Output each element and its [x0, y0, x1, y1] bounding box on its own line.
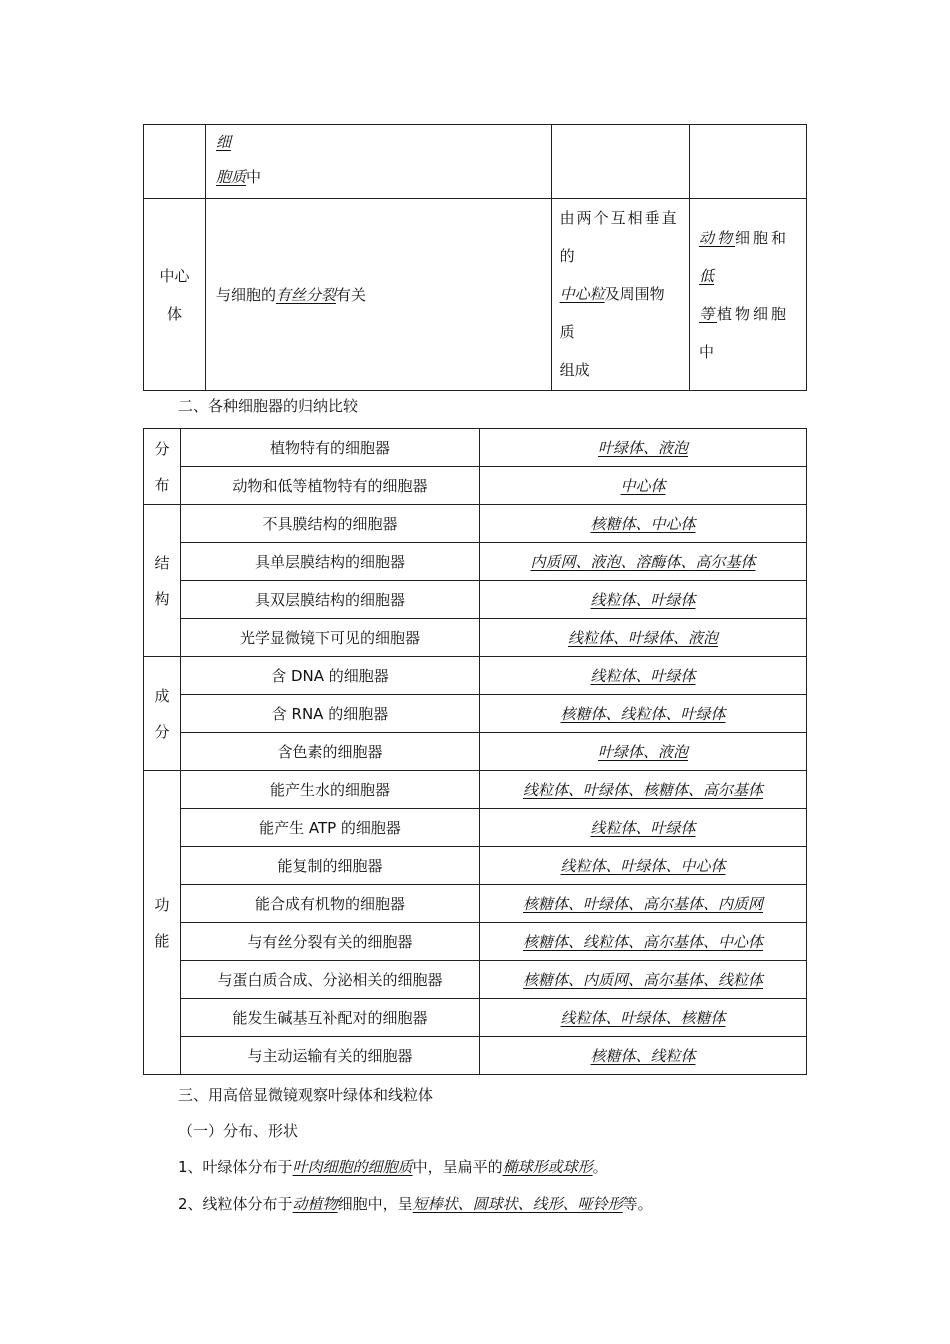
paragraph-text: 中，呈扁平的 [412, 1158, 503, 1176]
organelle-answer-cell [480, 999, 807, 1037]
organelle-answer: 核糖体、内质网、高尔基体、线粒体 [522, 971, 763, 989]
name-cell-empty [144, 125, 206, 199]
organelle-category-item: 具单层膜结构的细胞器 [181, 543, 480, 581]
category-cell [144, 657, 181, 771]
structure-cell [551, 199, 689, 391]
category-cell [144, 429, 181, 505]
organelle-answer-cell [480, 847, 807, 885]
category-char: 分 [154, 722, 170, 741]
paragraph-mitochondria [178, 1194, 653, 1214]
paragraph-text-underlined: 叶肉细胞的细胞质 [292, 1158, 413, 1176]
organelle-category-item: 动物和低等植物特有的细胞器 [181, 467, 480, 505]
distribution-text-underlined: 动物 [699, 228, 736, 247]
organelle-category-item: 与主动运输有关的细胞器 [181, 1037, 480, 1075]
function-text: 有关 [335, 286, 366, 304]
table-row [144, 961, 807, 999]
organelle-category-item: 与蛋白质合成、分泌相关的细胞器 [181, 961, 480, 999]
function-cell [205, 199, 551, 391]
organelle-answer: 线粒体、叶绿体、核糖体 [560, 1009, 726, 1027]
table-row [144, 581, 807, 619]
organelle-answer-cell [480, 733, 807, 771]
organelle-category-item: 具双层膜结构的细胞器 [181, 581, 480, 619]
organelle-table-continued [143, 124, 807, 391]
distribution-cell [690, 199, 807, 391]
paragraph-text: 2、线粒体分布于 [178, 1195, 293, 1213]
organelle-category-item: 能合成有机物的细胞器 [181, 885, 480, 923]
structure-line: 的 [559, 247, 575, 265]
table-row [144, 809, 807, 847]
organelle-answer-cell [480, 505, 807, 543]
organelle-category-item: 含 DNA 的细胞器 [181, 657, 480, 695]
organelle-answer: 线粒体、叶绿体 [590, 591, 696, 609]
table-row [144, 467, 807, 505]
organelle-answer-cell [480, 657, 807, 695]
organelle-answer: 线粒体、叶绿体 [590, 667, 696, 685]
organelle-answer: 核糖体、叶绿体、高尔基体、内质网 [522, 895, 763, 913]
function-text: 中 [245, 168, 261, 186]
organelle-category-item: 能复制的细胞器 [181, 847, 480, 885]
organelle-answer: 叶绿体、液泡 [597, 743, 688, 761]
paragraph-text: 细胞中，呈 [337, 1195, 413, 1213]
function-text: 与细胞的 [215, 286, 276, 304]
category-char: 分 [154, 439, 170, 458]
structure-text-underlined: 中心粒 [559, 285, 605, 303]
section-heading-3: 三、用高倍显微镜观察叶绿体和线粒体 [178, 1086, 434, 1104]
distribution-text-underlined: 低 [699, 266, 715, 285]
paragraph-chloroplast [178, 1157, 608, 1177]
structure-cell-empty [551, 125, 689, 199]
subheading-distribution-shape: （一）分布、形状 [178, 1122, 299, 1140]
organelle-answer: 核糖体、线粒体、高尔基体、中心体 [522, 933, 763, 951]
paragraph-text: 。 [592, 1158, 608, 1176]
organelle-category-item: 含色素的细胞器 [181, 733, 480, 771]
distribution-text: 植物细胞 [717, 304, 790, 323]
paragraph-text-underlined: 椭球形或球形 [502, 1158, 593, 1176]
function-text-underlined: 细 [215, 133, 231, 151]
table-row [144, 1037, 807, 1075]
organelle-answer: 叶绿体、液泡 [597, 439, 688, 457]
paragraph-text: 等。 [622, 1195, 653, 1213]
organelle-answer-cell [480, 429, 807, 467]
organelle-answer: 线粒体、叶绿体、中心体 [560, 857, 726, 875]
distribution-text: 细胞和 [735, 228, 790, 247]
organelle-answer-cell [480, 923, 807, 961]
organelle-category-item: 不具膜结构的细胞器 [181, 505, 480, 543]
distribution-cell-empty [690, 125, 807, 199]
organelle-category-item: 能发生碱基互补配对的细胞器 [181, 999, 480, 1037]
organelle-category-item: 与有丝分裂有关的细胞器 [181, 923, 480, 961]
organelle-category-item: 含 RNA 的细胞器 [181, 695, 480, 733]
table-row [144, 543, 807, 581]
organelle-answer-cell [480, 809, 807, 847]
category-char: 功 [154, 895, 170, 914]
organelle-answer: 核糖体、中心体 [590, 515, 696, 533]
organelle-answer-cell [480, 1037, 807, 1075]
organelle-category-item: 光学显微镜下可见的细胞器 [181, 619, 480, 657]
table-row [144, 505, 807, 543]
organelle-answer-cell [480, 467, 807, 505]
organelle-answer-cell [480, 543, 807, 581]
table-row [144, 619, 807, 657]
structure-line: 由两个互相垂直 [559, 209, 679, 227]
organelle-answer-cell [480, 619, 807, 657]
organelle-name-line: 中心 [159, 266, 190, 285]
organelle-answer-cell [480, 961, 807, 999]
table-row [144, 923, 807, 961]
table-row [144, 429, 807, 467]
paragraph-text-underlined: 动植物 [292, 1195, 338, 1213]
structure-line: 质 [559, 323, 575, 341]
category-char: 能 [154, 931, 170, 950]
organelle-answer-cell [480, 885, 807, 923]
organelle-answer: 中心体 [620, 477, 666, 495]
organelle-category-item: 植物特有的细胞器 [181, 429, 480, 467]
table-row [144, 885, 807, 923]
category-char: 布 [154, 475, 170, 494]
organelle-answer: 线粒体、叶绿体、液泡 [567, 629, 718, 647]
table-row [144, 999, 807, 1037]
paragraph-text: 1、叶绿体分布于 [178, 1158, 293, 1176]
organelle-answer-cell [480, 581, 807, 619]
organelle-name-line: 体 [166, 304, 182, 323]
distribution-text-underlined: 等 [699, 304, 718, 323]
category-cell [144, 771, 181, 1075]
organelle-answer: 线粒体、叶绿体、核糖体、高尔基体 [522, 781, 763, 799]
organelle-name-cell [144, 199, 206, 391]
category-char: 构 [154, 589, 170, 608]
organelle-answer-cell [480, 695, 807, 733]
organelle-comparison-table [143, 428, 807, 1075]
table-row [144, 733, 807, 771]
paragraph-text-underlined: 短棒状、圆球状、线形、哑铃形 [412, 1195, 623, 1213]
organelle-answer: 内质网、液泡、溶酶体、高尔基体 [530, 553, 756, 571]
organelle-answer: 核糖体、线粒体、叶绿体 [560, 705, 726, 723]
category-char: 结 [154, 553, 170, 572]
table-row [144, 847, 807, 885]
structure-line: 及周围物 [604, 285, 665, 303]
category-char: 成 [154, 686, 170, 705]
function-text-underlined: 有丝分裂 [275, 286, 336, 304]
table-row [144, 771, 807, 809]
section-heading-2: 二、各种细胞器的归纳比较 [178, 397, 359, 415]
organelle-category-item: 能产生水的细胞器 [181, 771, 480, 809]
distribution-text: 中 [699, 342, 715, 361]
category-cell [144, 505, 181, 657]
function-cell [205, 125, 551, 199]
organelle-answer: 核糖体、线粒体 [590, 1047, 696, 1065]
organelle-answer: 线粒体、叶绿体 [590, 819, 696, 837]
structure-line: 组成 [559, 361, 590, 379]
table-row [144, 657, 807, 695]
table-row [144, 695, 807, 733]
function-text-underlined: 胞质 [215, 168, 246, 186]
organelle-category-item: 能产生 ATP 的细胞器 [181, 809, 480, 847]
organelle-answer-cell [480, 771, 807, 809]
